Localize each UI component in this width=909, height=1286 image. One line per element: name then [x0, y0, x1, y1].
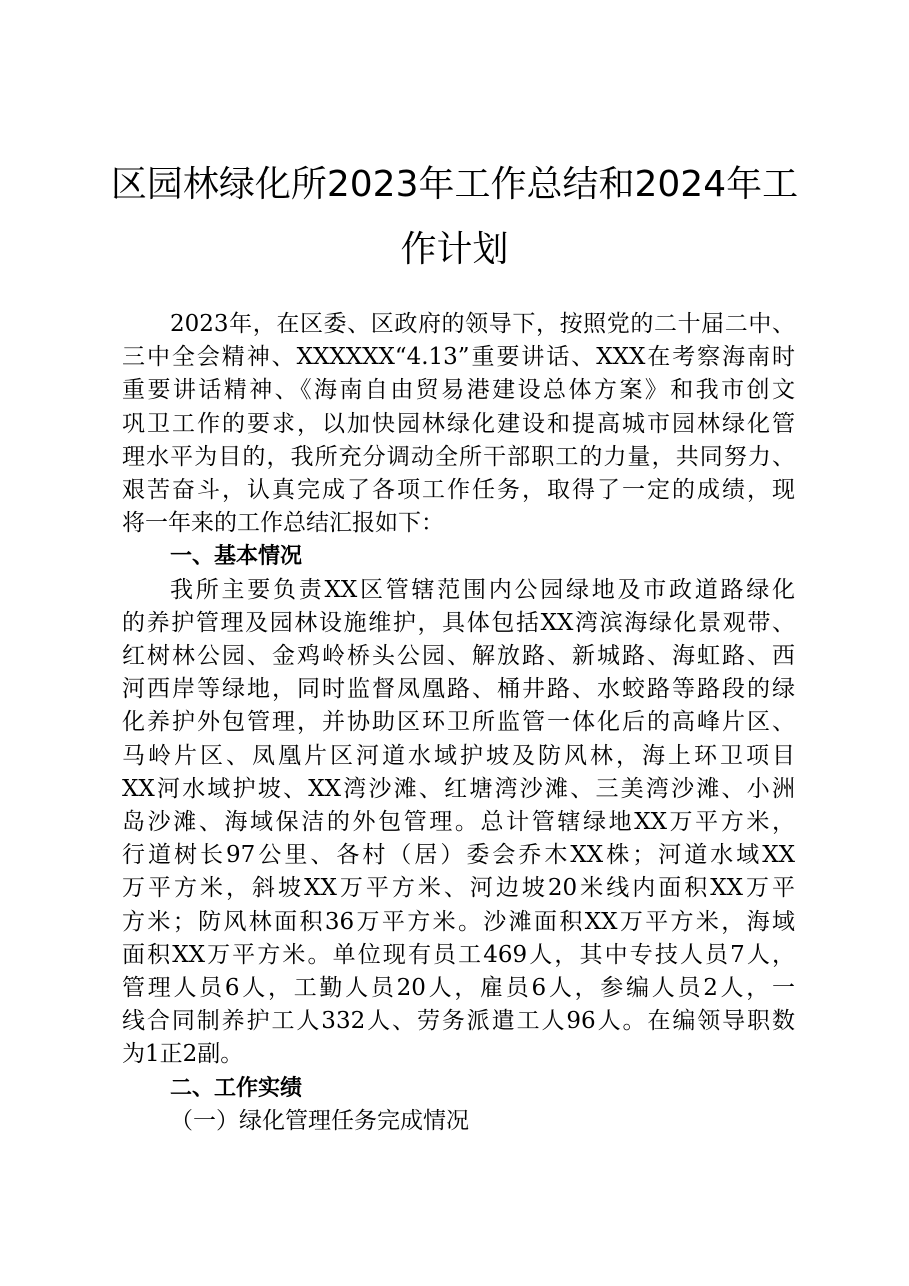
paragraph-line: 艰苦奋斗，认真完成了各项工作任务，取得了一定的成绩，现 — [122, 477, 795, 504]
paragraph-line: 行道树长97公里、各村（居）委会乔木XX株；河道水域XX — [122, 842, 795, 869]
document-title — [0, 152, 909, 282]
paragraph-line: 化养护外包管理，并协助区环卫所监管一体化后的高峰片区、 — [122, 709, 795, 736]
paragraph-line: 线合同制养护工人332人、劳务派遣工人96人。在编领导职数 — [122, 1008, 795, 1035]
section-heading: 一、基本情况 — [170, 544, 303, 570]
subsection-heading: （一）绿化管理任务完成情况 — [170, 1107, 469, 1134]
paragraph-line: 方米；防风林面积36万平方米。沙滩面积XX万平方米，海域 — [122, 908, 795, 935]
paragraph-line: 红树林公园、金鸡岭桥头公园、解放路、新城路、海虹路、西 — [122, 643, 795, 670]
paragraph-line: 我所主要负责XX区管辖范围内公园绿地及市政道路绿化 — [170, 576, 795, 603]
paragraph-line: 面积XX万平方米。单位现有员工469人，其中专技人员7人， — [122, 941, 795, 968]
paragraph-line: 管理人员6人，工勤人员20人，雇员6人，参编人员2人，一 — [122, 975, 795, 1002]
document-title-line: 区园林绿化所2023年工作总结和2024年工 — [110, 164, 799, 205]
basic-info-paragraph — [122, 574, 795, 1072]
document-body — [122, 308, 795, 1138]
paragraph-line: 岛沙滩、海域保洁的外包管理。总计管辖绿地XX万平方米， — [122, 809, 795, 836]
paragraph-line: 理水平为目的，我所充分调动全所干部职工的力量，共同努力、 — [122, 443, 795, 470]
intro-paragraph — [122, 308, 795, 540]
paragraph-line: 重要讲话精神、《海南自由贸易港建设总体方案》和我市创文 — [122, 377, 795, 404]
paragraph-line: 万平方米，斜坡XX万平方米、河边坡20米线内面积XX万平 — [122, 875, 795, 902]
paragraph-line: 2023年，在区委、区政府的领导下，按照党的二十届二中、 — [170, 311, 795, 337]
paragraph-line: 马岭片区、凤凰片区河道水域护坡及防风林，海上环卫项目 — [122, 742, 795, 769]
paragraph-line: 三中全会精神、XXXXXX“4.13”重要讲话、XXX在考察海南时 — [122, 344, 795, 371]
document-title-line: 作计划 — [400, 229, 509, 270]
paragraph-line: 将一年来的工作总结汇报如下： — [122, 510, 444, 537]
paragraph-line: 河西岸等绿地，同时监督凤凰路、桶井路、水蛟路等路段的绿 — [122, 676, 795, 703]
paragraph-line: XX河水域护坡、XX湾沙滩、红塘湾沙滩、三美湾沙滩、小洲 — [122, 775, 795, 802]
paragraph-line: 的养护管理及园林设施维护，具体包括XX湾滨海绿化景观带、 — [122, 609, 795, 636]
paragraph-line: 为1正2副。 — [122, 1041, 244, 1068]
section-heading: 二、工作实绩 — [170, 1075, 303, 1101]
paragraph-line: 巩卫工作的要求，以加快园林绿化建设和提高城市园林绿化管 — [122, 410, 795, 437]
